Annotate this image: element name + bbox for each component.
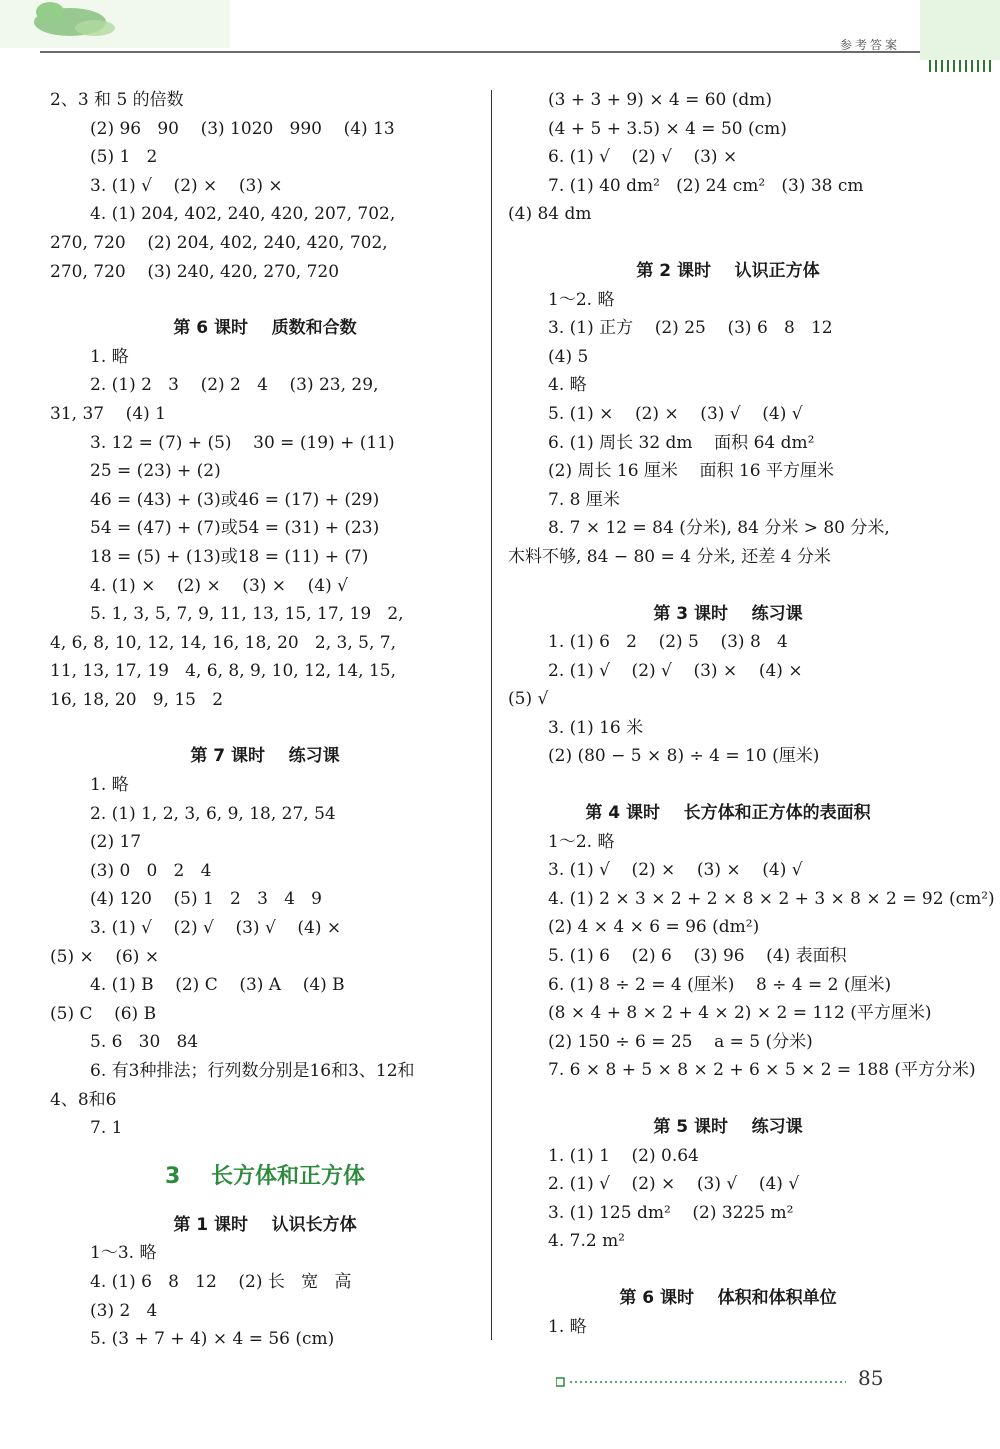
answer-line: 4. (1) × (2) × (3) × (4) √ <box>90 575 348 596</box>
answer-line: (2) 周长 16 厘米 面积 16 平方厘米 <box>548 461 834 482</box>
lesson-heading: 第 1 课时 认识长方体 <box>173 1214 357 1235</box>
left-column <box>50 86 480 1354</box>
answer-line: 54 = (47) + (7)或54 = (31) + (23) <box>90 518 380 539</box>
answer-line: 6. (1) 周长 32 dm 面积 64 dm² <box>548 432 815 453</box>
answer-line: 270, 720 (3) 240, 420, 270, 720 <box>50 261 340 282</box>
answer-line: 1. (1) 1 (2) 0.64 <box>548 1145 699 1166</box>
footer-dotted-line <box>556 1376 846 1388</box>
answer-line: (5) C (6) B <box>50 1003 157 1024</box>
answer-line: 16, 18, 20 9, 15 2 <box>50 689 224 710</box>
lesson-heading: 第 5 课时 练习课 <box>653 1117 803 1137</box>
answer-line: 4. (1) B (2) C (3) A (4) B <box>90 975 345 996</box>
answer-line: 2. (1) √ (2) × (3) √ (4) √ <box>548 1174 800 1195</box>
lesson-heading: 第 4 课时 长方体和正方体的表面积 <box>585 803 871 824</box>
answer-line: 3. 12 = (7) + (5) 30 = (19) + (11) <box>90 432 395 453</box>
right-spacer <box>508 229 948 243</box>
answer-line: (2) 17 <box>90 832 142 853</box>
column-divider <box>491 90 492 1340</box>
answer-line: 3. (1) 正方 (2) 25 (3) 6 8 12 <box>548 318 833 339</box>
answer-line: 4. 7.2 m² <box>548 1231 625 1252</box>
answer-line: (4) 5 <box>548 346 589 367</box>
answer-line: 7. 6 × 8 + 5 × 8 × 2 + 6 × 5 × 2 = 188 (平方分米) <box>548 1060 976 1081</box>
chapter-heading: 3 长方体和正方体 <box>165 1163 365 1189</box>
answer-line: (3) 2 4 <box>90 1300 158 1321</box>
answer-line: 7. 8 厘米 <box>548 489 620 510</box>
answer-line: 25 = (23) + (2) <box>90 461 221 482</box>
right-spacer <box>508 1085 948 1099</box>
answer-line: 5. (3 + 7 + 4) × 4 = 56 (cm) <box>90 1329 335 1350</box>
answer-line: 7. (1) 40 dm² (2) 24 cm² (3) 38 cm <box>548 175 864 196</box>
lesson-heading: 第 2 课时 认识正方体 <box>636 260 820 281</box>
answer-line: 4. (1) 2 × 3 × 2 + 2 × 8 × 2 + 3 × 8 × 2 = 92 (cm²) <box>548 888 995 909</box>
answer-line: 4. (1) 6 8 12 (2) 长 宽 高 <box>90 1271 352 1292</box>
answer-line: 木料不够, 84 − 80 = 4 分米, 还差 4 分米 <box>508 546 831 567</box>
answer-line: 2. (1) 1, 2, 3, 6, 9, 18, 27, 54 <box>90 803 336 824</box>
answer-line: 4. 略 <box>548 375 587 396</box>
answer-line: 4, 6, 8, 10, 12, 14, 16, 18, 20 2, 3, 5, 7, <box>50 632 397 653</box>
left-spacer <box>50 286 480 300</box>
left-spacer <box>50 714 480 728</box>
answer-line: (4) 84 dm <box>508 204 592 225</box>
answer-line: 18 = (5) + (13)或18 = (11) + (7) <box>90 546 369 567</box>
answer-line: 3. (1) 125 dm² (2) 3225 m² <box>548 1202 794 1223</box>
answer-line: 6. (1) √ (2) √ (3) × <box>548 147 738 168</box>
answer-line: 2. (1) 2 3 (2) 2 4 (3) 23, 29, <box>90 375 379 396</box>
lesson-heading: 第 3 课时 练习课 <box>653 603 803 624</box>
answer-line: 46 = (43) + (3)或46 = (17) + (29) <box>90 489 380 510</box>
header-label: 参考答案 <box>840 38 901 52</box>
answer-line: 1. 略 <box>548 1316 587 1337</box>
answer-line: (2) 150 ÷ 6 = 25 a = 5 (分米) <box>548 1031 813 1052</box>
answer-line: 3. (1) √ (2) √ (3) √ (4) × <box>90 918 342 939</box>
answer-line: (2) 96 90 (3) 1020 990 (4) 13 <box>90 118 395 139</box>
answer-line: 4、8和6 <box>50 1089 117 1110</box>
answer-line: (4 + 5 + 3.5) × 4 = 50 (cm) <box>548 118 787 139</box>
answer-line: 3. (1) √ (2) × (3) × <box>90 175 283 196</box>
answer-line: (4) 120 (5) 1 2 3 4 9 <box>90 889 322 910</box>
answer-line: 2. (1) √ (2) √ (3) × (4) × <box>548 660 803 681</box>
answer-line: 2、3 和 5 的倍数 <box>50 90 184 110</box>
page-number: 85 <box>858 1366 884 1390</box>
answer-line: 3. (1) √ (2) × (3) × (4) √ <box>548 860 803 881</box>
right-column <box>508 86 995 1341</box>
answer-line: 6. (1) 8 ÷ 2 = 4 (厘米) 8 ÷ 4 = 2 (厘米) <box>548 974 892 995</box>
answer-line: 8. 7 × 12 = 84 (分米), 84 分米 > 80 分米, <box>548 518 890 539</box>
answer-line: 4. (1) 204, 402, 240, 420, 207, 702, <box>90 204 396 225</box>
answer-line: 3. (1) 16 米 <box>548 717 644 738</box>
answer-line: 1. (1) 6 2 (2) 5 (3) 8 4 <box>548 632 788 653</box>
answer-line: (5) × (6) × <box>50 946 160 967</box>
answer-line: 1～3. 略 <box>90 1243 157 1264</box>
lesson-heading: 第 6 课时 质数和合数 <box>173 318 357 339</box>
right-spacer <box>508 572 948 586</box>
answer-line: 270, 720 (2) 204, 402, 240, 420, 702, <box>50 232 388 253</box>
answer-line: 11, 13, 17, 19 4, 6, 8, 9, 10, 12, 14, 15, <box>50 661 397 682</box>
answer-line: 7. 1 <box>90 1118 123 1139</box>
answer-line: (3 + 3 + 9) × 4 = 60 (dm) <box>548 90 773 110</box>
answer-line: 6. 有3种排法；行列数分别是16和3、12和 <box>90 1061 415 1081</box>
answer-line: (8 × 4 + 8 × 2 + 4 × 2) × 2 = 112 (平方厘米) <box>548 1003 932 1024</box>
answer-line: (2) 4 × 4 × 6 = 96 (dm²) <box>548 917 760 938</box>
answer-line: (2) (80 − 5 × 8) ÷ 4 = 10 (厘米) <box>548 746 820 767</box>
right-spacer <box>508 771 948 785</box>
answer-line: 1. 略 <box>90 775 129 796</box>
answer-line: (5) √ <box>508 689 549 710</box>
lesson-heading: 第 7 课时 练习课 <box>190 746 340 767</box>
answer-line: 31, 37 (4) 1 <box>50 403 166 424</box>
right-spacer <box>508 1256 948 1270</box>
answer-line: 1～2. 略 <box>548 289 615 310</box>
answer-line: (5) 1 2 <box>90 147 158 168</box>
answer-line: 5. (1) × (2) × (3) √ (4) √ <box>548 403 803 424</box>
answer-line: 1～2. 略 <box>548 831 615 852</box>
answer-line: 1. 略 <box>90 346 129 367</box>
answer-line: 5. (1) 6 (2) 6 (3) 96 (4) 表面积 <box>548 946 847 967</box>
answer-line: 5. 1, 3, 5, 7, 9, 11, 13, 15, 17, 19 2, <box>90 604 404 625</box>
answer-line: (3) 0 0 2 4 <box>90 860 212 881</box>
answer-line: 5. 6 30 84 <box>90 1032 199 1053</box>
lesson-heading: 第 6 课时 体积和体积单位 <box>619 1287 837 1308</box>
